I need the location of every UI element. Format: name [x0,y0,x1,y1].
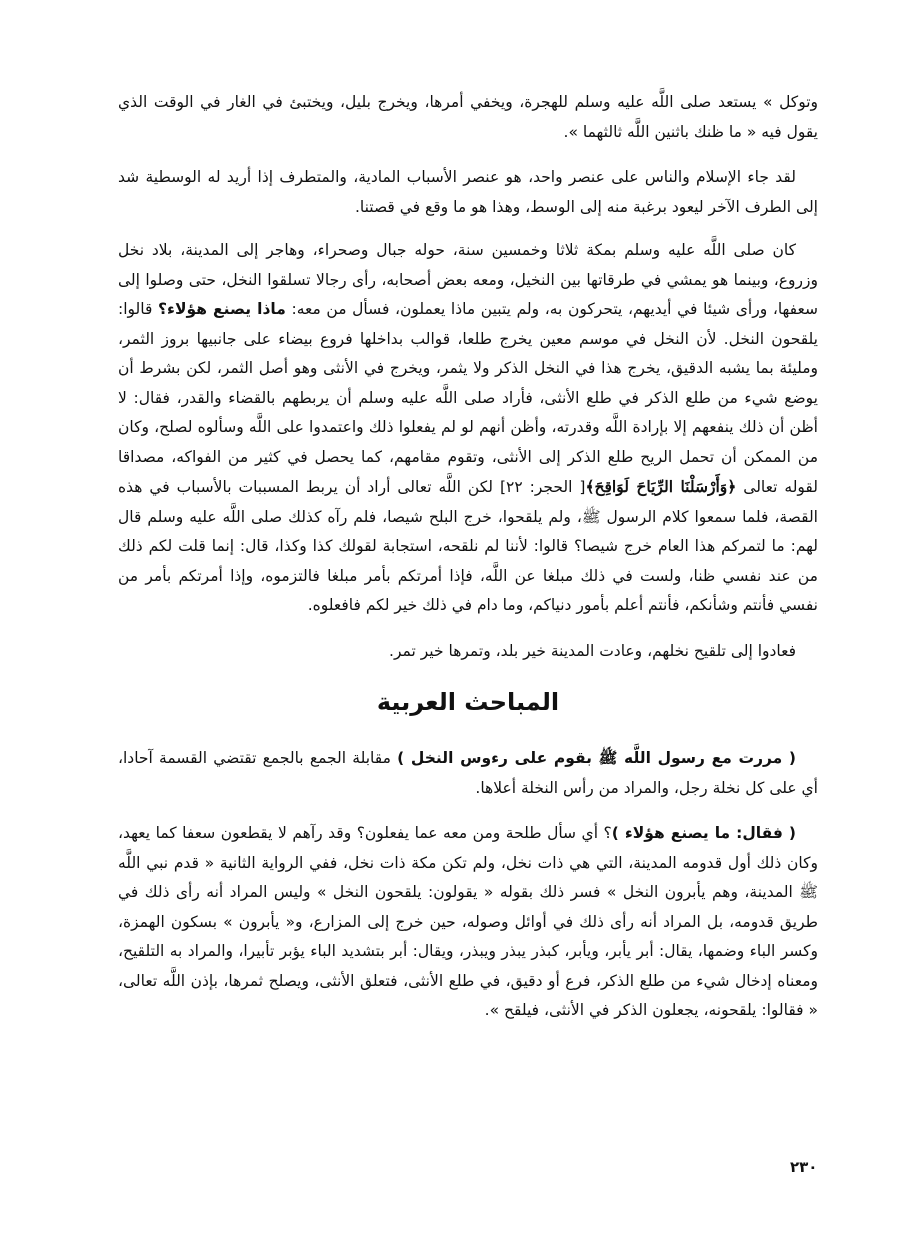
page-number: ٢٣٠ [790,1158,818,1176]
paragraph-palm-pollination-story [118,236,818,621]
section-paragraph-what-they-do [118,819,818,1026]
story-text-closing: لكن اللَّه تعالى أراد أن يربط المسببات بالأسباب في هذه القصة، فلما سمعوا كلام الرسول ﷺ، ولم يلقحوا، خرج البلح شيصا، فلم رآه كذلك صلى اللَّه عليه وسلم قال لهم: ما لتمركم هذا العام خرج شيصا؟ قالوا: لأننا لم نلقحه، استجابة لقولك كذا وكذا، قال: إنما قلت لكم ذلك من عند نفسي ظنا، ولست في ذلك مبلغا عن اللَّه، فإذا أمرتكم بأمر مبلغا فالتزموه، وإذا أمرتكم بأمر من نفسي فأنتم وشأنكم، فأنتم أعلم بأمور دنياكم، وما دام في ذلك خير لكم فافعلوه. [118,478,818,614]
quran-verse: ﴿وَأَرْسَلْنَا الرِّيَاحَ لَوَاقِحَ﴾ [585,477,737,496]
explanation-text: مقابلة الجمع بالجمع تقتضي القسمة آحادا، أي على كل نخلة رجل، والمراد من رأس النخلة أعلاها. [118,749,818,797]
document-page [118,88,818,1026]
story-text-opening: كان صلى اللَّه عليه وسلم بمكة ثلاثا وخمسين سنة، حوله جبال وصحراء، وهاجر إلى المدينة، بلاد نخل وزروع، وبينما هو يمشي في طرقاتها بين النخيل، ومعه بعض أصحابه، رأى رجالا تسلقوا النخل، حتى وصلوا إلى سعفها، ورأى شيئا في أيديهم، يتحركون به، ولم يتبين ماذا يعملون، فسأل من معه: [118,241,818,318]
quoted-phrase-bold: ( فقال: ما يصنع هؤلاء ) [611,824,796,842]
paragraph-islam-balance: لقد جاء الإسلام والناس على عنصر واحد، هو عنصر الأسباب المادية، والمتطرف إذا أريد له الوسطية شد إلى الطرف الآخر ليعود برغبة منه إلى الوسط، وهذا هو ما وقع في قصتنا. [118,168,818,216]
paragraph-return-to-pollination: فعادوا إلى تلقيح نخلهم، وعادت المدينة خير بلد، وتمرها خير تمر. [389,641,796,660]
paragraph-hijra-preparation: وتوكل » يستعد صلى اللَّه عليه وسلم للهجرة، ويخفي أمرها، ويخرج بليل، ويختبئ في الغار في الوقت الذي يقول فيه « ما ظنك باثنين اللَّه ثالثهما ». [118,93,818,141]
question-what-are-they-doing: ماذا يصنع هؤلاء؟ [158,300,286,318]
story-text-middle: قالوا: يلقحون النخل. لأن النخل في موسم معين يخرج طلعا، قوالب بداخلها فروع بيضاء على جانبيها بروز الثمر، ومليئة بما يشبه الدقيق، يخرج هذا في النخل الذكر ولا يثمر، ويخرج في الأنثى وهو أصل الثمر، لكن بشرط أن يوضع شيء من طلع الذكر في طلع الأنثى، فأراد صلى اللَّه عليه وسلم أن يربطهم بالقضاء والقدر، فقال: لا أظن أن ذلك ينفعهم إلا بإرادة اللَّه وقدرته، وأظن أنهم لو لم يفعلوا ذلك واعتمدوا على اللَّه وسألوه لصلح، وكان من الممكن أن تحمل الريح طلع الذكر إلى الأنثى، وتقوم مقامهم، كما يحصل في كثير من الفواكه، مصداقا لقوله تعالى [118,300,818,496]
explanation-text: ؟ أي سأل طلحة ومن معه عما يفعلون؟ وقد رآهم لا يقطعون سعفا كما يعهد، وكان ذلك أول قدومه المدينة، التي هي ذات نخل، ولم تكن مكة ذات نخل، ففي الرواية الثانية « قدم نبي اللَّه ﷺ المدينة، وهم يأبرون النخل » فسر ذلك بقوله « يقولون: يلقحون النخل » وليس المراد أنه رأى ذلك في طريق قدومه، بل المراد أنه رأى ذلك في أوائل وصوله، حين خرج إلى المزارع، و« يأبرون » بسكون الهمزة، وكسر الباء وضمها، يقال: أبر يأبر، ويأبر، كبذر يبذر ويبذر، ويقال: أبر بتشديد الباء يؤبر تأبيرا، والمراد به التلقيح، ومعناه إدخال شيء من طلع الذكر، فرع أو دقيق، في طلع الأنثى، فتعلق الأنثى، ويصلح ثمرها، بإذن اللَّه تعالى، « فقالوا: يلقحونه، يجعلون الذكر في الأنثى، فيلقح ». [118,824,818,1019]
quran-reference: [ الحجر: ٢٢] [499,478,586,496]
section-paragraph-passing-by [118,744,818,803]
section-heading: المباحث العربية [376,688,560,716]
quoted-phrase-bold: ( مررت مع رسول اللَّه ﷺ بقوم على رءوس النخل ) [397,749,796,767]
